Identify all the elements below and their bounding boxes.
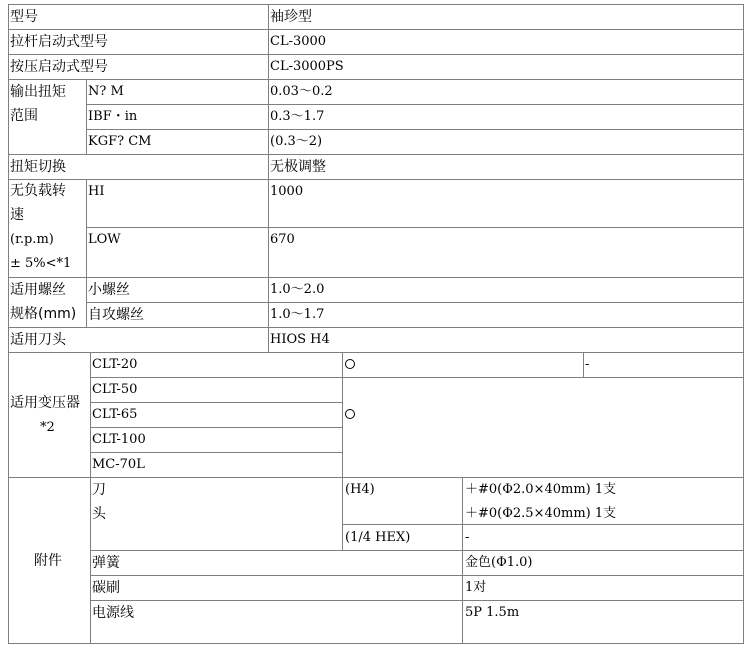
transformer-label: 适用变压器 (10, 395, 80, 411)
grid-line (8, 352, 744, 353)
model-label: 型号 (10, 9, 38, 25)
model-value: 袖珍型 (270, 9, 312, 25)
grid-line (8, 477, 744, 478)
bit-value: HIOS H4 (270, 332, 330, 347)
bit-type: (1/4 HEX) (345, 530, 411, 545)
screw-type: 自攻螺丝 (88, 307, 144, 323)
grid-line (90, 452, 342, 453)
speed-unit: (r.p.m) (10, 232, 54, 247)
grid-line (8, 277, 744, 278)
speed-label: 无负载转 (10, 183, 66, 199)
grid-line (86, 227, 744, 228)
torque-value: (0.3～2) (270, 134, 323, 149)
grid-line (8, 79, 744, 80)
brush-label: 碳刷 (92, 580, 120, 596)
torque-range-label: 输出扭矩 (10, 84, 66, 100)
compatible-circle-icon (345, 359, 355, 369)
screw-value: 1.0～2.0 (270, 282, 325, 297)
torque-value: 0.03～0.2 (270, 84, 333, 99)
grid-line (8, 154, 744, 155)
torque-unit: N? M (88, 84, 124, 99)
spec-table (8, 4, 744, 644)
grid-line (8, 179, 744, 180)
screw-spec-label: 适用螺丝 (10, 282, 66, 298)
cord-value: 5P 1.5m (465, 605, 520, 620)
transformer-note: *2 (40, 420, 55, 435)
grid-line (90, 600, 744, 601)
spring-label: 弹簧 (92, 555, 120, 571)
torque-switch-value: 无极调整 (270, 159, 326, 175)
pull-model-label: 拉杆启动式型号 (10, 34, 108, 50)
transformer-model: MC-70L (92, 457, 145, 472)
transformer-model: CLT-65 (92, 407, 138, 422)
speed-tolerance: ± 5%<*1 (10, 256, 72, 271)
grid-line (743, 4, 744, 644)
speed-value: 1000 (270, 184, 304, 199)
torque-unit: IBF・in (88, 109, 138, 124)
screw-type: 小螺丝 (88, 282, 130, 298)
accessories-label: 附件 (34, 553, 62, 569)
grid-line (86, 302, 744, 303)
screw-value: 1.0～1.7 (270, 307, 325, 322)
brush-value: 1对 (465, 580, 487, 595)
bit-label: 适用刀头 (10, 332, 66, 348)
grid-line (86, 104, 744, 105)
speed-value: 670 (270, 232, 295, 247)
bit-hex-value: - (465, 530, 470, 545)
grid-line (8, 643, 744, 644)
torque-unit: KGF? CM (88, 134, 152, 149)
bit-item: ＋#0(Φ2.0×40mm) 1支 (465, 482, 617, 497)
speed-mode: HI (88, 184, 105, 199)
grid-line (90, 550, 744, 551)
grid-line (86, 79, 87, 154)
grid-line (462, 477, 463, 644)
grid-line (8, 327, 744, 328)
grid-line (8, 4, 9, 644)
torque-switch-label: 扭矩切换 (10, 159, 66, 175)
grid-line (8, 4, 744, 5)
push-model-label: 按压启动式型号 (10, 59, 108, 75)
grid-line (8, 29, 744, 30)
speed-label-2: 速 (10, 207, 24, 223)
grid-line (90, 377, 744, 378)
spring-value: 金色(Φ1.0) (465, 555, 533, 570)
grid-line (90, 575, 744, 576)
accessory-bit-label-2: 头 (92, 506, 106, 522)
grid-line (342, 352, 343, 550)
bit-item: ＋#0(Φ2.5×40mm) 1支 (465, 506, 617, 521)
accessory-bit-label: 刀 (92, 482, 106, 498)
cord-label: 电源线 (92, 605, 134, 621)
transformer-model: CLT-20 (92, 357, 138, 372)
grid-line (86, 129, 744, 130)
transformer-model: CLT-50 (92, 382, 138, 397)
grid-line (86, 179, 87, 327)
compatible-circle-icon (345, 409, 355, 419)
grid-line (583, 352, 584, 377)
torque-range-label-2: 范围 (10, 108, 38, 124)
speed-mode: LOW (88, 232, 121, 247)
grid-line (90, 352, 91, 644)
grid-line (90, 427, 342, 428)
push-model-value: CL-3000PS (270, 59, 344, 74)
incompatible-dash: - (585, 357, 590, 372)
transformer-model: CLT-100 (92, 432, 146, 447)
grid-line (90, 402, 342, 403)
grid-line (8, 54, 744, 55)
torque-value: 0.3～1.7 (270, 109, 325, 124)
grid-line (268, 4, 269, 352)
screw-spec-label-2: 规格(mm) (10, 306, 77, 322)
bit-type: (H4) (345, 482, 375, 497)
grid-line (342, 524, 744, 525)
pull-model-value: CL-3000 (270, 34, 327, 49)
